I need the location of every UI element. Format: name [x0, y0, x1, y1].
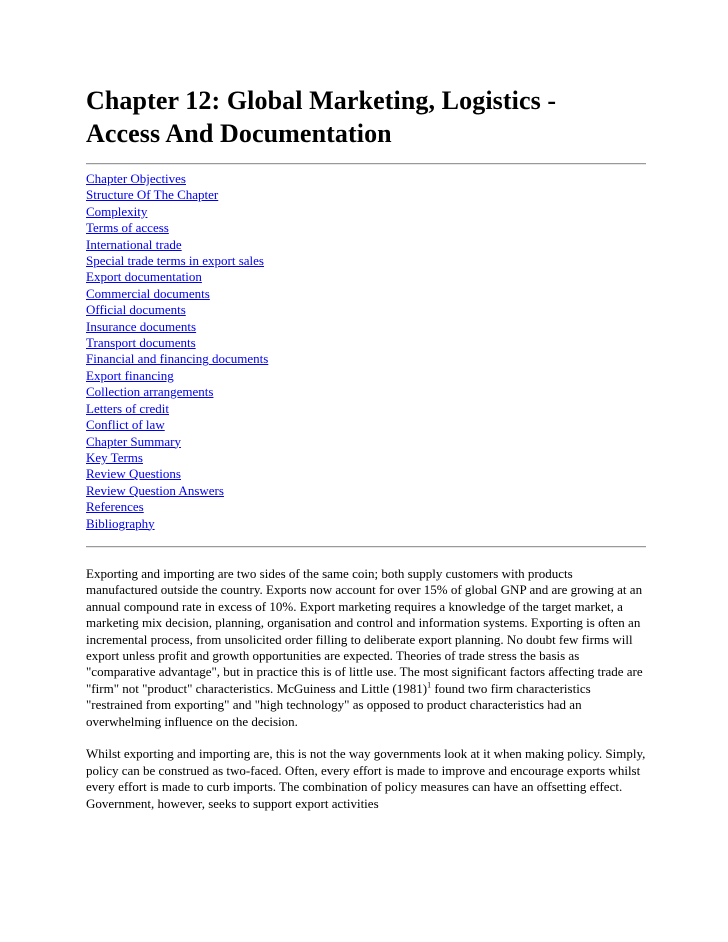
toc-link-collection-arrangements[interactable]: Collection arrangements: [86, 384, 214, 400]
toc-link-conflict-of-law[interactable]: Conflict of law: [86, 417, 165, 433]
toc-link-bibliography[interactable]: Bibliography: [86, 515, 155, 531]
horizontal-rule-bottom: [86, 546, 646, 548]
toc-item-review-question-answers: [86, 483, 646, 499]
toc-item-transport-documents: [86, 335, 646, 351]
toc-link-letters-of-credit[interactable]: Letters of credit: [86, 400, 170, 416]
toc-item-references: [86, 499, 646, 515]
toc-link-export-financing[interactable]: Export financing: [86, 367, 174, 383]
toc-link-commercial-documents[interactable]: Commercial documents: [86, 285, 210, 301]
toc-link-financial-documents[interactable]: Financial and financing documents: [86, 351, 269, 367]
toc-item-international-trade: [86, 237, 646, 253]
toc-link-transport-documents[interactable]: Transport documents: [86, 335, 196, 351]
toc-link-terms-of-access[interactable]: Terms of access: [86, 220, 169, 236]
toc-link-special-trade-terms[interactable]: Special trade terms in export sales: [86, 253, 264, 269]
toc-item-terms-of-access: [86, 220, 646, 236]
toc-item-review-questions: [86, 466, 646, 482]
toc-item-insurance-documents: [86, 319, 646, 335]
document-page: [86, 84, 646, 812]
toc-item-complexity: [86, 204, 646, 220]
toc-link-official-documents[interactable]: Official documents: [86, 302, 186, 318]
horizontal-rule-top: [86, 163, 646, 165]
toc-item-letters-of-credit: [86, 401, 646, 417]
toc-link-chapter-summary[interactable]: Chapter Summary: [86, 433, 181, 449]
toc-item-key-terms: [86, 450, 646, 466]
toc-item-chapter-objectives: [86, 171, 646, 187]
paragraph-1-text-continued: found two firm characteristics "restrained from exporting" and "high technology" as opposed to product characteristics had an overwhelming influence on the decision.: [86, 680, 591, 729]
body-paragraph-2: Whilst exporting and importing are, this is not the way governments look at it when making policy. Simply, policy can be construed as two-faced. Often, every effort is made to improve and encourage exports whilst every effort is made to curb imports. The combination of policy measures can have an offsetting effect. Government, however, seeks to support export activities: [86, 746, 646, 811]
toc-link-structure-of-the-chapter[interactable]: Structure Of The Chapter: [86, 187, 219, 203]
toc-item-financial-documents: [86, 351, 646, 367]
paragraph-1-text: Exporting and importing are two sides of the same coin; both supply customers with products manufactured outside the country. Exports now account for over 15% of global GNP and are growing at an annual compound rate in excess of 10%. Export marketing requires a knowledge of the target market, a marketing mix decision, planning, organisation and control and information systems. Exporting is often an incremental process, from unsolicited order filling to deliberate export planning. No doubt few firms will export unless profit and growth opportunities are expected. Theories of trade stress the basis as "comparative advantage", but in practice this is of little use. The most significant factors affecting trade are "firm" not "product" characteristics. McGuiness and Little (1981): [86, 565, 643, 696]
toc-item-conflict-of-law: [86, 417, 646, 433]
toc-item-structure-of-the-chapter: [86, 187, 646, 203]
footnote-marker: 1: [427, 680, 432, 690]
toc-link-complexity[interactable]: Complexity: [86, 203, 148, 219]
body-paragraph-1: [86, 566, 646, 730]
toc-item-chapter-summary: [86, 434, 646, 450]
toc-link-key-terms[interactable]: Key Terms: [86, 449, 143, 465]
toc-item-bibliography: [86, 516, 646, 532]
toc-link-insurance-documents[interactable]: Insurance documents: [86, 318, 197, 334]
toc-link-international-trade[interactable]: International trade: [86, 236, 182, 252]
chapter-title: [86, 84, 646, 150]
toc-item-special-trade-terms: [86, 253, 646, 269]
toc-link-references[interactable]: References: [86, 499, 144, 515]
chapter-title-line-2: Access And Documentation: [86, 119, 392, 148]
toc-item-commercial-documents: [86, 286, 646, 302]
toc-item-export-financing: [86, 368, 646, 384]
chapter-title-line-1: Chapter 12: Global Marketing, Logistics -: [86, 86, 557, 115]
toc-link-review-question-answers[interactable]: Review Question Answers: [86, 482, 224, 498]
table-of-contents: [86, 171, 646, 532]
toc-link-export-documentation[interactable]: Export documentation: [86, 269, 202, 285]
toc-link-chapter-objectives[interactable]: Chapter Objectives: [86, 171, 186, 186]
toc-item-export-documentation: [86, 269, 646, 285]
toc-item-official-documents: [86, 302, 646, 318]
toc-item-collection-arrangements: [86, 384, 646, 400]
toc-link-review-questions[interactable]: Review Questions: [86, 466, 181, 482]
